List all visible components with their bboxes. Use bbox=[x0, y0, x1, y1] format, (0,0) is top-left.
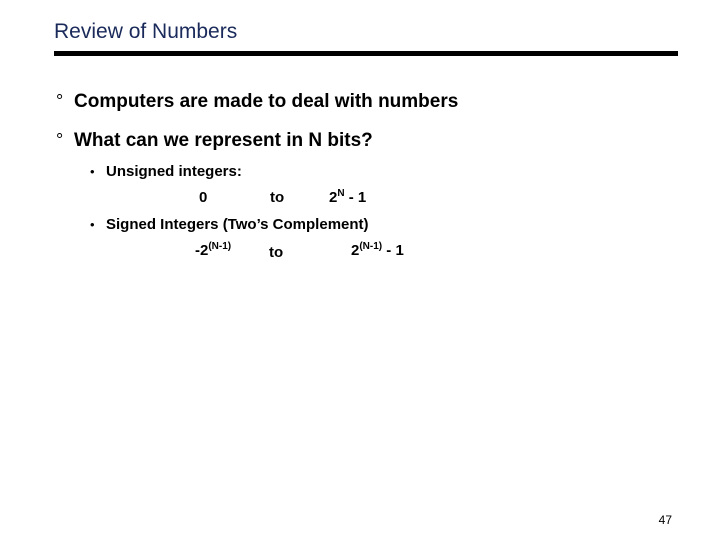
unsigned-min: 0 bbox=[199, 189, 208, 206]
unsigned-max bbox=[329, 189, 366, 206]
bullet-1-text: Computers are made to deal with numbers bbox=[74, 91, 459, 112]
bullet-2 bbox=[56, 130, 373, 152]
signed-label: Signed Integers (Two’s Complement) bbox=[106, 216, 369, 233]
sub-bullet-marker: • bbox=[90, 217, 95, 232]
signed-max-exp: (N-1) bbox=[359, 241, 383, 252]
signed-min-base: -2 bbox=[195, 242, 209, 259]
signed-min-exp: (N-1) bbox=[208, 241, 232, 252]
unsigned-max-suffix: - 1 bbox=[344, 189, 367, 206]
page-number: 47 bbox=[658, 513, 672, 527]
signed-min bbox=[195, 242, 231, 259]
unsigned-label: Unsigned integers: bbox=[106, 163, 242, 180]
signed-max-suffix: - 1 bbox=[382, 242, 404, 259]
bullet-marker: ° bbox=[56, 130, 64, 150]
bullet-marker: ° bbox=[56, 91, 64, 111]
unsigned-max-base: 2 bbox=[329, 189, 338, 206]
signed-to: to bbox=[269, 244, 284, 261]
sub-bullet-signed bbox=[90, 216, 369, 233]
unsigned-to: to bbox=[270, 189, 285, 206]
bullet-1 bbox=[56, 91, 458, 113]
sub-bullet-unsigned bbox=[90, 163, 242, 180]
signed-max-base: 2 bbox=[351, 242, 360, 259]
slide-title: Review of Numbers bbox=[54, 20, 238, 43]
unsigned-max-exp: N bbox=[337, 188, 345, 199]
bullet-2-text: What can we represent in N bits? bbox=[74, 130, 373, 151]
title-rule bbox=[54, 51, 678, 56]
sub-bullet-marker: • bbox=[90, 164, 95, 179]
signed-max bbox=[351, 242, 404, 259]
